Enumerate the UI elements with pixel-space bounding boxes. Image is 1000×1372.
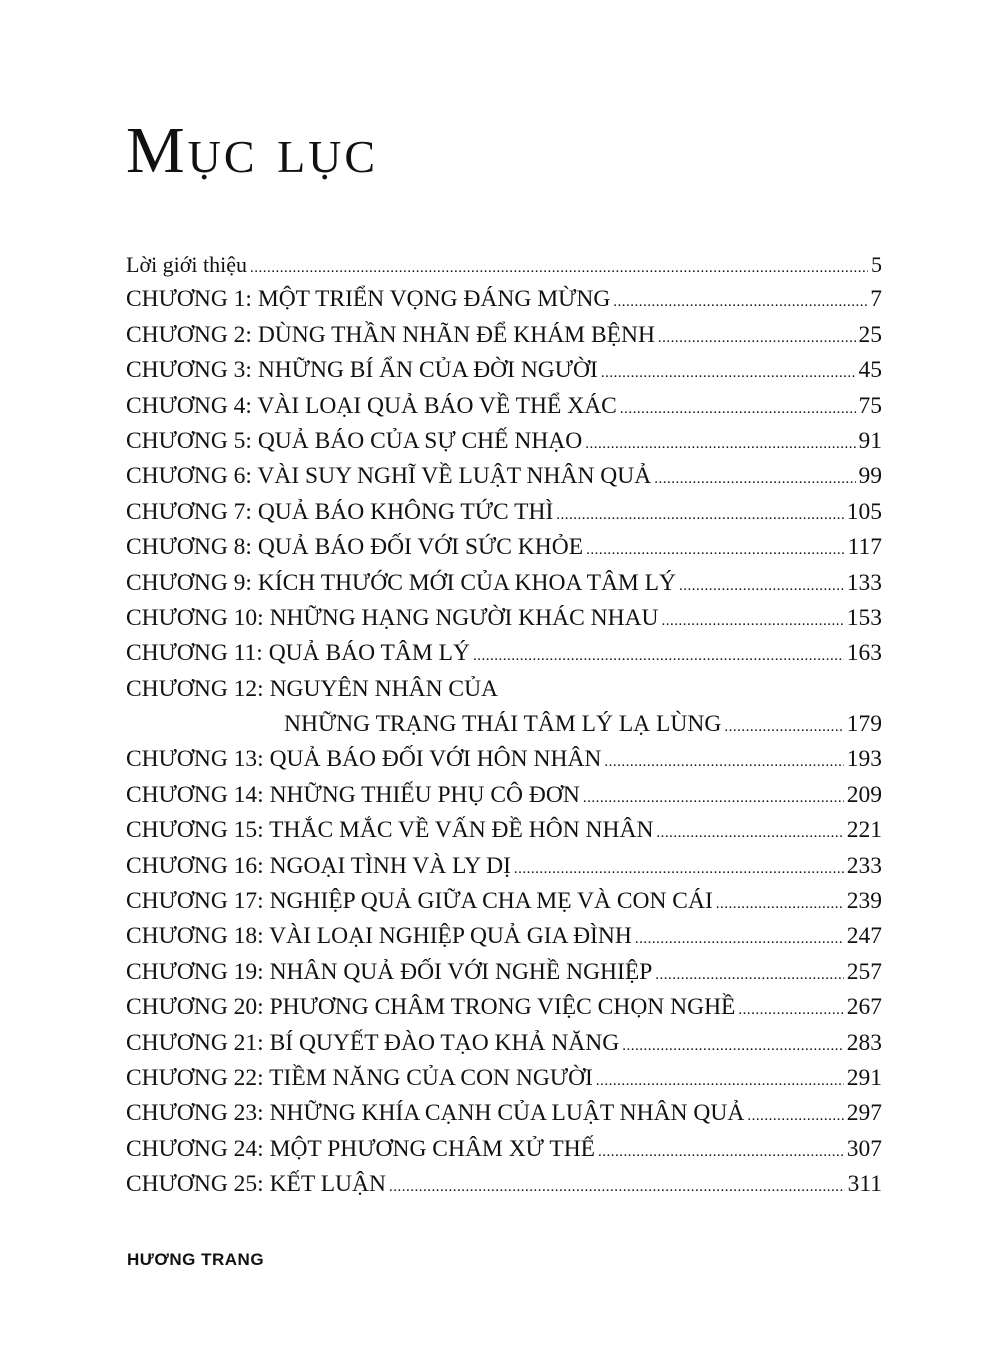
toc-entry: [126, 353, 882, 388]
toc-entry: [126, 1167, 882, 1202]
toc-page-number: 233: [846, 852, 882, 879]
toc-entry: [126, 672, 882, 707]
toc-page-number: 209: [846, 781, 882, 808]
dot-leader: [620, 392, 856, 427]
toc-page-number: 5: [871, 252, 882, 277]
toc-entry: [126, 1061, 882, 1096]
dot-leader: [724, 710, 843, 745]
dot-leader: [250, 251, 868, 286]
toc-entry-title: CHƯƠNG 23: NHỮNG KHÍA CẠNH CỦA LUẬT NHÂN QUẢ: [126, 1100, 745, 1127]
dot-leader: [654, 462, 855, 497]
dot-leader: [586, 533, 845, 568]
toc-entry-title: CHƯƠNG 7: QUẢ BÁO KHÔNG TỨC THÌ: [126, 498, 554, 525]
toc-entry: [126, 778, 882, 813]
toc-entry-title: CHƯƠNG 9: KÍCH THƯỚC MỚI CỦA KHOA TÂM LÝ: [126, 569, 677, 596]
toc-entry: [126, 459, 882, 494]
dot-leader: [655, 958, 843, 993]
toc-page-number: 193: [846, 746, 882, 773]
toc-page-number: 297: [846, 1100, 882, 1127]
toc-entry-title: CHƯƠNG 25: KẾT LUẬN: [126, 1171, 386, 1198]
toc-entry-title: CHƯƠNG 1: MỘT TRIỂN VỌNG ĐÁNG MỪNG: [126, 286, 611, 313]
toc-entry-title: CHƯƠNG 15: THẮC MẮC VỀ VẤN ĐỀ HÔN NHÂN: [126, 817, 654, 844]
dot-leader: [596, 1064, 844, 1099]
dot-leader: [473, 639, 844, 674]
toc-page-number: 179: [846, 711, 882, 738]
toc-entry: [126, 601, 882, 636]
toc-entry-title-continuation: NHỮNG TRẠNG THÁI TÂM LÝ LẠ LÙNG: [284, 711, 722, 738]
toc-entry-title: Lời giới thiệu: [126, 252, 248, 277]
toc-entry: [126, 495, 882, 530]
toc-entry-title: CHƯƠNG 8: QUẢ BÁO ĐỐI VỚI SỨC KHỎE: [126, 534, 584, 561]
dot-leader: [601, 356, 856, 391]
toc-entry-continuation: [126, 707, 882, 742]
dot-leader: [738, 993, 843, 1028]
toc-entry: [126, 318, 882, 353]
dot-leader: [656, 816, 843, 851]
toc-page-number: 25: [858, 321, 882, 348]
toc-page-number: 45: [858, 357, 882, 384]
toc-page-number: 311: [847, 1171, 882, 1198]
dot-leader: [679, 569, 844, 604]
dot-leader: [514, 852, 844, 887]
toc-entry-title: CHƯƠNG 24: MỘT PHƯƠNG CHÂM XỬ THẾ: [126, 1135, 596, 1162]
toc-entry-title: CHƯƠNG 16: NGOẠI TÌNH VÀ LY DỊ: [126, 852, 511, 879]
toc-entry-title: CHƯƠNG 5: QUẢ BÁO CỦA SỰ CHẾ NHẠO: [126, 427, 583, 454]
toc-page-number: 91: [858, 427, 882, 454]
dot-leader: [662, 604, 844, 639]
toc-page-number: 7: [870, 286, 882, 313]
toc-entry-title: CHƯƠNG 10: NHỮNG HẠNG NGƯỜI KHÁC NHAU: [126, 604, 659, 631]
dot-leader: [716, 887, 844, 922]
dot-leader: [635, 922, 844, 957]
toc-page-number: 239: [846, 888, 882, 915]
toc-entry: [126, 742, 882, 777]
toc-entry-title: CHƯƠNG 2: DÙNG THẦN NHÃN ĐỂ KHÁM BỆNH: [126, 321, 655, 348]
dot-leader: [583, 781, 844, 816]
toc-page-number: 291: [846, 1064, 882, 1091]
dot-leader: [556, 498, 843, 533]
toc-entry-title: CHƯƠNG 3: NHỮNG BÍ ẨN CỦA ĐỜI NGƯỜI: [126, 357, 598, 384]
toc-page-number: 221: [846, 817, 882, 844]
dot-leader: [598, 1135, 844, 1170]
toc-entry-title: CHƯƠNG 12: NGUYÊN NHÂN CỦA: [126, 675, 499, 702]
toc-entry: [126, 247, 882, 282]
toc-page-number: 153: [846, 604, 882, 631]
toc-entry-title: CHƯƠNG 19: NHÂN QUẢ ĐỐI VỚI NGHỀ NGHIỆP: [126, 958, 653, 985]
dot-leader: [747, 1099, 843, 1134]
toc-entry: [126, 849, 882, 884]
toc-entry: [126, 990, 882, 1025]
toc-entry: [126, 389, 882, 424]
toc-page-number: 283: [846, 1029, 882, 1056]
toc-page-number: 257: [846, 958, 882, 985]
toc-entry-title: CHƯƠNG 4: VÀI LOẠI QUẢ BÁO VỀ THỂ XÁC: [126, 392, 617, 419]
publisher-name: HƯƠNG TRANG: [127, 1250, 265, 1269]
dot-leader: [613, 285, 867, 320]
toc-entry-title: CHƯƠNG 20: PHƯƠNG CHÂM TRONG VIỆC CHỌN NGHỀ: [126, 994, 736, 1021]
toc-page-number: 163: [846, 640, 882, 667]
toc-entry: [126, 636, 882, 671]
toc-page-number: 133: [846, 569, 882, 596]
dot-leader: [622, 1029, 844, 1064]
toc-entry: [126, 1096, 882, 1131]
toc-entry-title: CHƯƠNG 6: VÀI SUY NGHĨ VỀ LUẬT NHÂN QUẢ: [126, 463, 652, 490]
toc-page-number: 75: [858, 392, 882, 419]
toc-entry: [126, 919, 882, 954]
toc-entry: [126, 813, 882, 848]
toc-entry-title: CHƯƠNG 22: TIỀM NĂNG CỦA CON NGƯỜI: [126, 1064, 593, 1091]
toc-entry: [126, 884, 882, 919]
toc-page-number: 117: [847, 534, 882, 561]
toc-entry: [126, 1026, 882, 1061]
toc-page-number: 307: [846, 1135, 882, 1162]
toc-entry-title: CHƯƠNG 14: NHỮNG THIẾU PHỤ CÔ ĐƠN: [126, 781, 580, 808]
toc-page-number: 105: [846, 498, 882, 525]
toc-entry: [126, 424, 882, 459]
dot-leader: [604, 745, 843, 780]
toc-entry: [126, 530, 882, 565]
toc-entry: [126, 282, 882, 317]
toc-entry-title: CHƯƠNG 18: VÀI LOẠI NGHIỆP QUẢ GIA ĐÌNH: [126, 923, 632, 950]
toc-page-number: 267: [846, 994, 882, 1021]
toc-page-number: 247: [846, 923, 882, 950]
toc-entry: [126, 955, 882, 990]
toc-entry-title: CHƯƠNG 21: BÍ QUYẾT ĐÀO TẠO KHẢ NĂNG: [126, 1029, 620, 1056]
toc-entry-title: CHƯƠNG 11: QUẢ BÁO TÂM LÝ: [126, 640, 470, 667]
dot-leader: [658, 321, 856, 356]
table-of-contents: [126, 247, 882, 1203]
toc-page-number: 99: [858, 463, 882, 490]
dot-leader: [389, 1170, 845, 1205]
toc-entry-title: CHƯƠNG 17: NGHIỆP QUẢ GIỮA CHA MẸ VÀ CON CÁI: [126, 888, 713, 915]
dot-leader: [585, 427, 855, 462]
toc-entry: [126, 566, 882, 601]
toc-entry: [126, 1132, 882, 1167]
page-title: Mục lục: [126, 114, 379, 187]
toc-entry-title: CHƯƠNG 13: QUẢ BÁO ĐỐI VỚI HÔN NHÂN: [126, 746, 602, 773]
